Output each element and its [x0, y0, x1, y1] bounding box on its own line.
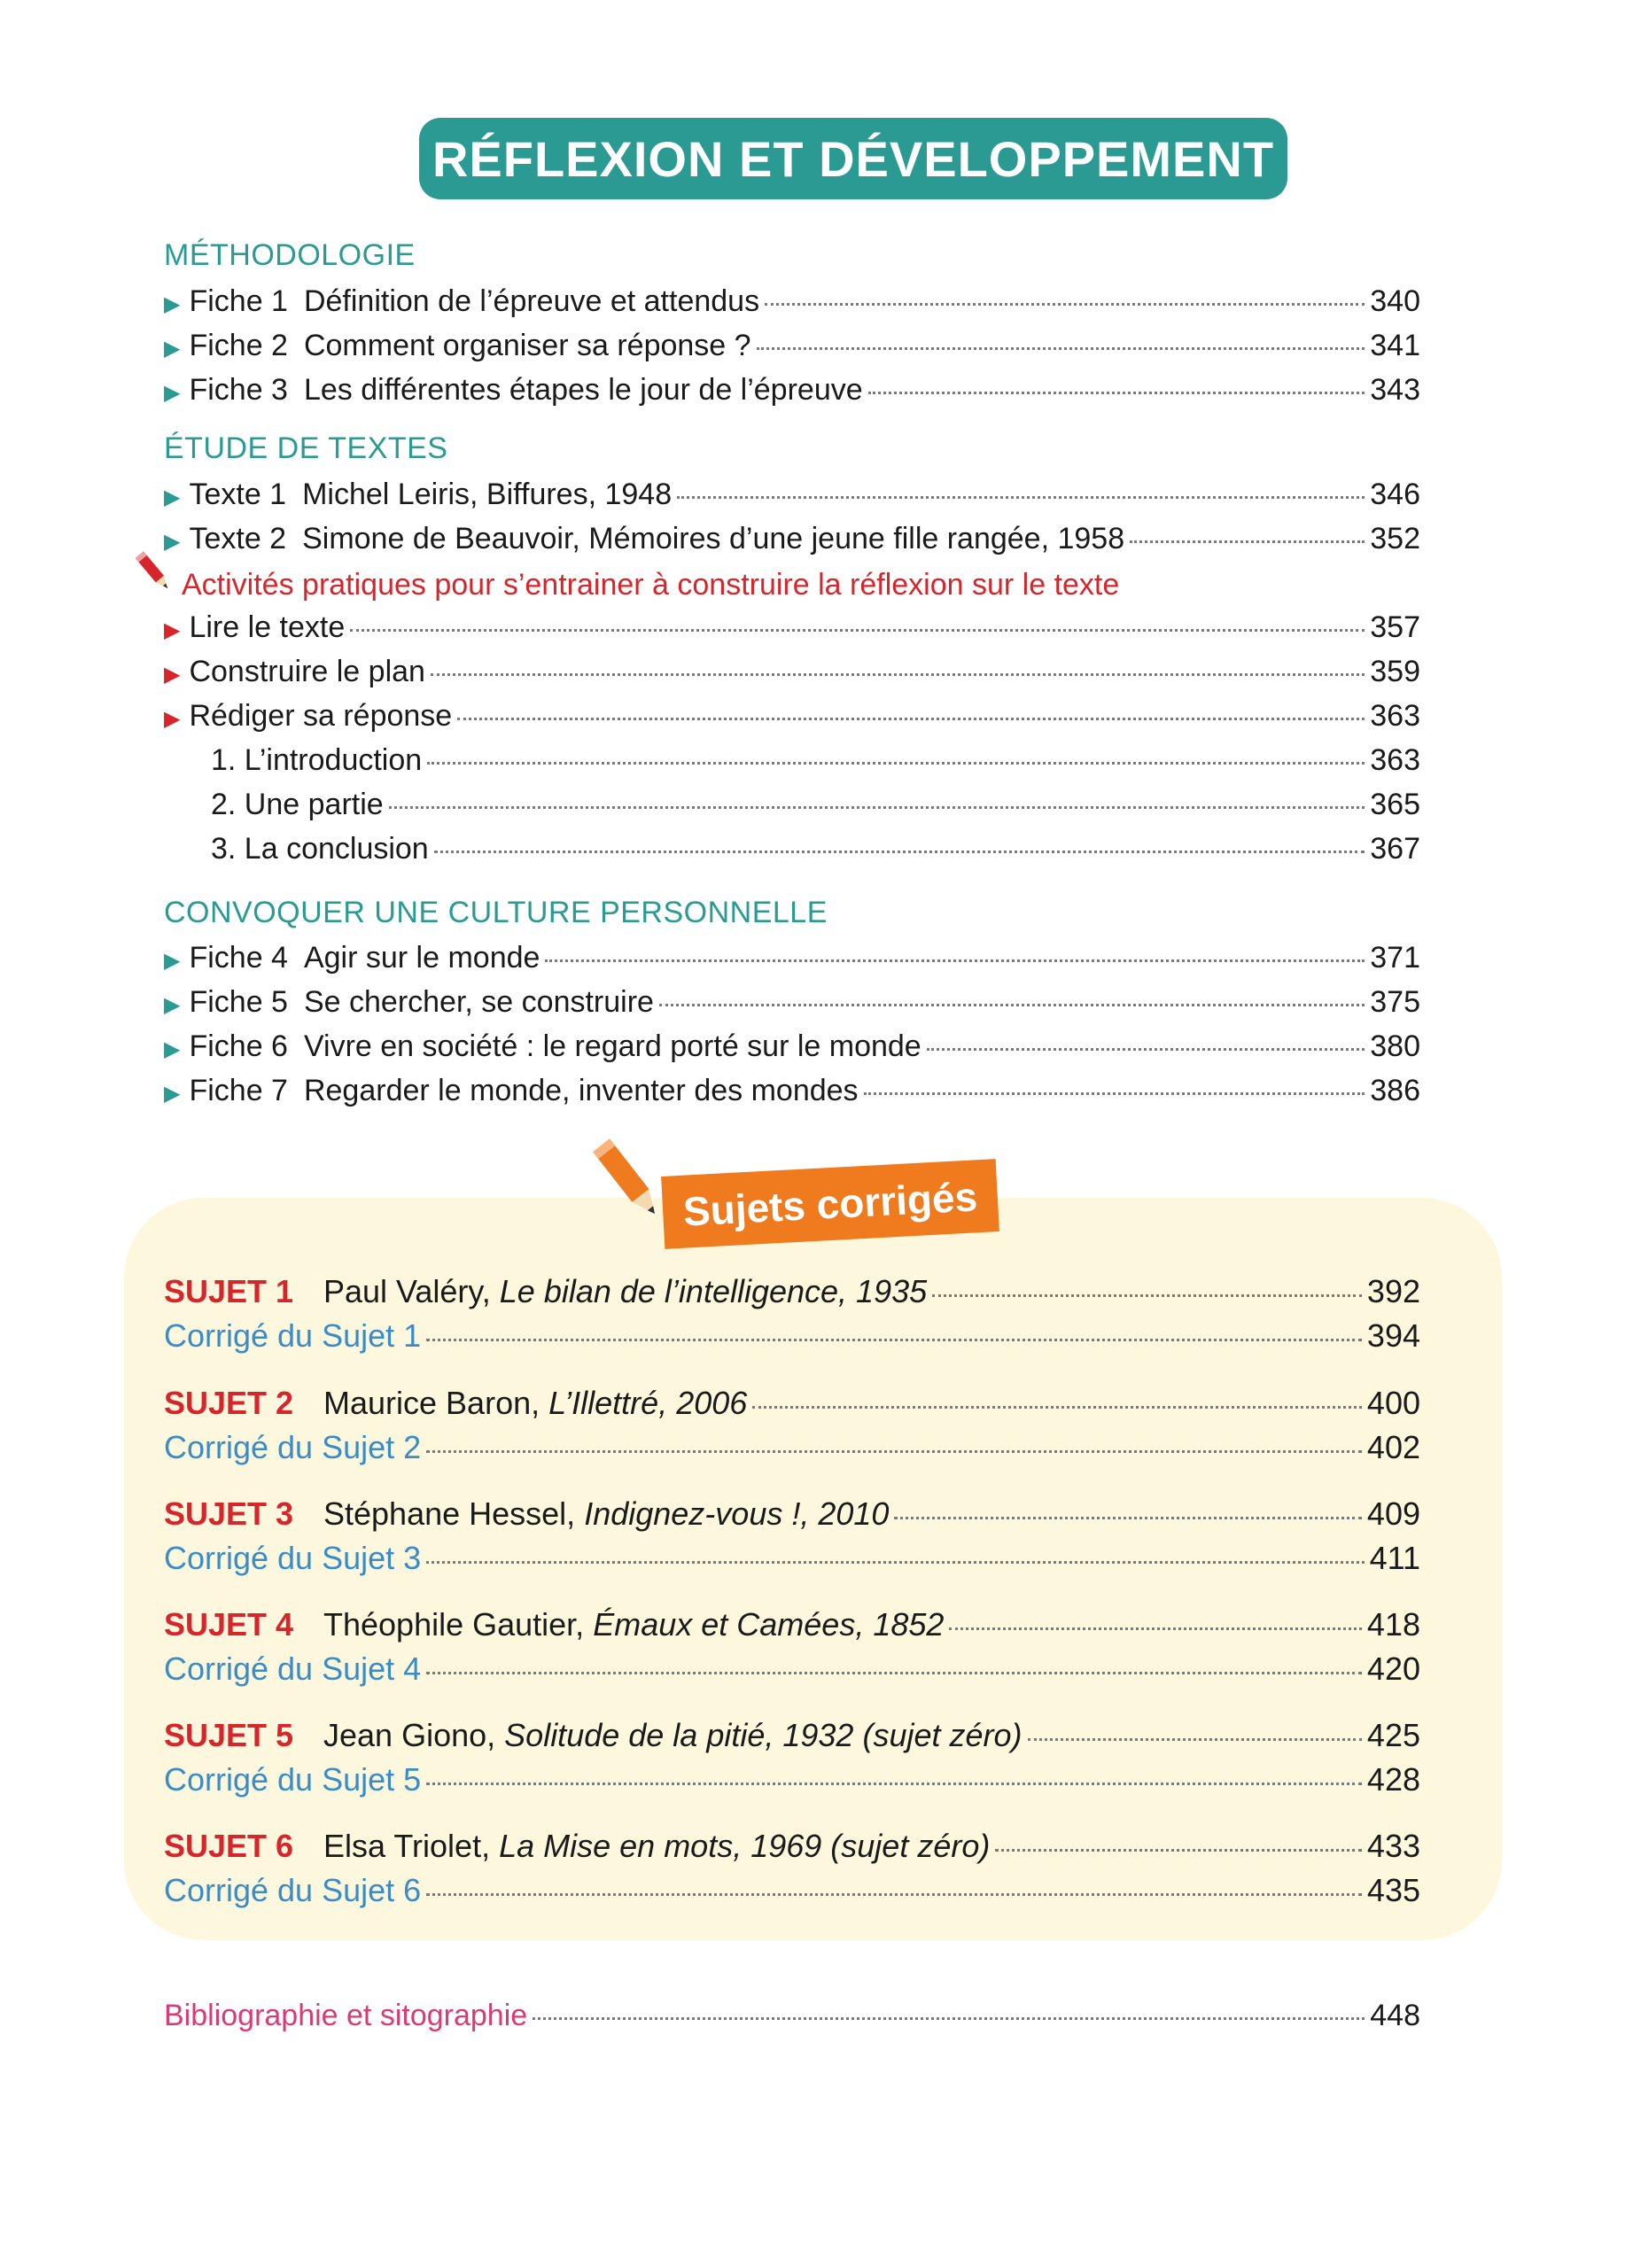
triangle-bullet-icon: ▶	[164, 663, 181, 687]
sujet-row[interactable]	[164, 1382, 1420, 1425]
sujet-author: Maurice Baron,	[323, 1385, 540, 1421]
page-number: 352	[1370, 522, 1420, 555]
toc-row[interactable]	[164, 325, 1420, 366]
dot-leader	[1130, 540, 1365, 543]
toc-row[interactable]	[164, 607, 1420, 648]
corrige-label: Corrigé du Sujet 1	[164, 1317, 422, 1354]
sujet-number: SUJET 4	[164, 1606, 294, 1643]
page-number: 371	[1370, 941, 1420, 975]
sujet-number: SUJET 1	[164, 1273, 294, 1309]
dot-leader	[426, 1450, 1362, 1453]
page-number: 367	[1370, 832, 1420, 866]
toc-text: Construire le plan	[189, 655, 425, 688]
corrige-label: Corrigé du Sujet 3	[164, 1540, 422, 1576]
page-number: 341	[1370, 329, 1420, 362]
toc-text: Regarder le monde, inventer des mondes	[303, 1074, 859, 1107]
dot-leader	[659, 1004, 1365, 1006]
dot-leader	[765, 303, 1365, 306]
toc-text: Comment organiser sa réponse ?	[303, 329, 751, 362]
corrige-label: Corrigé du Sujet 2	[164, 1429, 422, 1465]
triangle-bullet-icon: ▶	[164, 485, 181, 509]
page-number: 435	[1366, 1872, 1420, 1908]
section-heading-etude: ÉTUDE DE TEXTES	[164, 431, 448, 465]
toc-row[interactable]	[211, 828, 1420, 869]
sujet-row[interactable]	[164, 1714, 1420, 1757]
sujet-work: L’Illettré, 2006	[548, 1385, 748, 1421]
sujet-author: Théophile Gautier,	[323, 1606, 585, 1643]
page-number: 428	[1366, 1761, 1420, 1798]
dot-leader	[350, 629, 1365, 632]
dot-leader	[426, 1893, 1362, 1896]
corrige-row[interactable]	[164, 1315, 1420, 1357]
dot-leader	[927, 1048, 1365, 1051]
dot-leader	[426, 1783, 1362, 1785]
toc-row[interactable]	[164, 982, 1420, 1022]
toc-label: Texte 1	[189, 478, 287, 511]
toc-label: Fiche 4	[189, 941, 288, 975]
sujet-work: Solitude de la pitié, 1932 (sujet zéro)	[504, 1717, 1023, 1753]
page-number: 343	[1370, 373, 1420, 407]
sujet-author: Paul Valéry,	[323, 1273, 491, 1309]
sujet-work: Émaux et Camées, 1852	[593, 1606, 945, 1643]
toc-label: Fiche 6	[189, 1029, 288, 1063]
bibliographie-label: Bibliographie et sitographie	[164, 1999, 528, 2032]
sujet-row[interactable]	[164, 1825, 1420, 1868]
sujet-row[interactable]	[164, 1604, 1420, 1646]
triangle-bullet-icon: ▶	[164, 292, 181, 316]
toc-text: Agir sur le monde	[303, 941, 540, 975]
dot-leader	[434, 850, 1365, 853]
dot-leader	[426, 1339, 1362, 1341]
sujet-number: SUJET 2	[164, 1385, 294, 1421]
toc-row[interactable]	[164, 651, 1420, 692]
toc-label: Fiche 5	[189, 985, 288, 1019]
toc-row[interactable]	[211, 740, 1420, 781]
toc-label: Fiche 3	[189, 373, 288, 407]
page-number: 392	[1366, 1273, 1420, 1309]
toc-text: Les différentes étapes le jour de l’épreuve	[303, 373, 863, 407]
page-number: 375	[1370, 985, 1420, 1019]
triangle-bullet-icon: ▶	[164, 993, 181, 1017]
dot-leader	[932, 1294, 1362, 1297]
dot-leader	[757, 347, 1365, 350]
page-number: 380	[1370, 1029, 1420, 1063]
corrige-row[interactable]	[164, 1648, 1420, 1690]
dot-leader	[533, 2017, 1365, 2020]
triangle-bullet-icon: ▶	[164, 337, 181, 361]
triangle-bullet-icon: ▶	[164, 618, 181, 642]
page-number: 418	[1366, 1606, 1420, 1643]
page-number: 394	[1366, 1317, 1420, 1354]
dot-leader	[545, 959, 1365, 962]
toc-text: 3. La conclusion	[211, 832, 429, 866]
dot-leader	[427, 762, 1365, 765]
page-number: 363	[1370, 743, 1420, 777]
page-number: 400	[1366, 1385, 1420, 1421]
corrige-row[interactable]	[164, 1869, 1420, 1912]
page-title: RÉFLEXION ET DÉVELOPPEMENT	[419, 118, 1287, 199]
dot-leader	[864, 1092, 1365, 1095]
triangle-bullet-icon: ▶	[164, 530, 181, 554]
toc-text: 1. L’introduction	[211, 743, 423, 777]
dot-leader	[426, 1672, 1362, 1674]
dot-leader	[894, 1517, 1361, 1519]
toc-text: Michel Leiris, Biffures, 1948	[302, 478, 673, 511]
toc-row[interactable]	[164, 937, 1420, 978]
toc-text: Se chercher, se construire	[303, 985, 654, 1019]
toc-row[interactable]	[164, 369, 1420, 410]
bibliographie-row[interactable]	[164, 1995, 1420, 2036]
sujet-row[interactable]	[164, 1493, 1420, 1535]
page-number: 425	[1366, 1717, 1420, 1753]
toc-label: Fiche 7	[189, 1074, 288, 1107]
sujet-author: Stéphane Hessel,	[323, 1495, 576, 1532]
page-number: 411	[1369, 1540, 1420, 1576]
toc-text: Rédiger sa réponse	[189, 699, 453, 733]
toc-row[interactable]	[164, 1026, 1420, 1067]
page-number: 448	[1370, 1999, 1420, 2032]
corrige-row[interactable]	[164, 1537, 1420, 1580]
sujet-number: SUJET 6	[164, 1828, 294, 1864]
toc-row[interactable]	[164, 695, 1420, 736]
corrige-label: Corrigé du Sujet 6	[164, 1872, 422, 1908]
toc-label: Fiche 2	[189, 329, 288, 362]
toc-text: Vivre en société : le regard porté sur le monde	[303, 1029, 921, 1063]
dot-leader	[426, 1561, 1364, 1564]
corrige-row[interactable]	[164, 1426, 1420, 1469]
pencil-icon	[133, 548, 175, 597]
dot-leader	[431, 673, 1365, 676]
dot-leader	[677, 496, 1365, 499]
page-number: 433	[1366, 1828, 1420, 1864]
page-number: 346	[1370, 478, 1420, 511]
corrige-label: Corrigé du Sujet 5	[164, 1761, 422, 1798]
dot-leader	[995, 1849, 1362, 1852]
page-number: 386	[1370, 1074, 1420, 1107]
toc-row[interactable]	[164, 518, 1420, 559]
dot-leader	[949, 1627, 1362, 1630]
toc-text: Définition de l’épreuve et attendus	[303, 284, 760, 318]
page-number: 363	[1370, 699, 1420, 733]
triangle-bullet-icon: ▶	[164, 381, 181, 405]
toc-row[interactable]	[211, 784, 1420, 825]
sujet-number: SUJET 3	[164, 1495, 294, 1532]
dot-leader	[389, 806, 1365, 809]
toc-row[interactable]	[164, 1070, 1420, 1111]
sujet-row[interactable]	[164, 1270, 1420, 1313]
section-heading-culture: CONVOQUER UNE CULTURE PERSONNELLE	[164, 896, 828, 929]
corrige-label: Corrigé du Sujet 4	[164, 1651, 422, 1687]
toc-text: Lire le texte	[189, 610, 346, 644]
toc-label: Fiche 1	[189, 284, 288, 318]
sujet-author: Elsa Triolet,	[323, 1828, 491, 1864]
section-heading-methodologie: MÉTHODOLOGIE	[164, 238, 416, 272]
page-number: 402	[1366, 1429, 1420, 1465]
dot-leader	[1028, 1738, 1362, 1741]
toc-text: Simone de Beauvoir, Mémoires d’une jeune fille rangée, 1958	[302, 522, 1125, 555]
page-number: 420	[1366, 1651, 1420, 1687]
page-number: 365	[1370, 788, 1420, 821]
sujet-author: Jean Giono,	[323, 1717, 496, 1753]
sujets-corriges-tag: Sujets corrigés	[661, 1159, 999, 1249]
triangle-bullet-icon: ▶	[164, 1037, 181, 1061]
page-number: 340	[1370, 284, 1420, 318]
pencil-icon	[585, 1132, 673, 1230]
activities-heading: Activités pratiques pour s’entrainer à construire la réflexion sur le texte	[182, 568, 1120, 602]
page-number: 359	[1370, 655, 1420, 688]
triangle-bullet-icon: ▶	[164, 1082, 181, 1106]
sujet-work: La Mise en mots, 1969 (sujet zéro)	[499, 1828, 991, 1864]
dot-leader	[752, 1406, 1362, 1409]
dot-leader	[457, 718, 1365, 720]
toc-row[interactable]	[164, 281, 1420, 322]
toc-label: Texte 2	[189, 522, 287, 555]
corrige-row[interactable]	[164, 1759, 1420, 1801]
toc-text: 2. Une partie	[211, 788, 384, 821]
dot-leader	[868, 392, 1365, 394]
page-number: 409	[1366, 1495, 1420, 1532]
page-number: 357	[1370, 610, 1420, 644]
toc-row[interactable]	[164, 474, 1420, 515]
sujet-number: SUJET 5	[164, 1717, 294, 1753]
sujet-work: Le bilan de l’intelligence, 1935	[499, 1273, 928, 1309]
triangle-bullet-icon: ▶	[164, 707, 181, 731]
sujet-work: Indignez-vous !, 2010	[584, 1495, 890, 1532]
triangle-bullet-icon: ▶	[164, 949, 181, 973]
